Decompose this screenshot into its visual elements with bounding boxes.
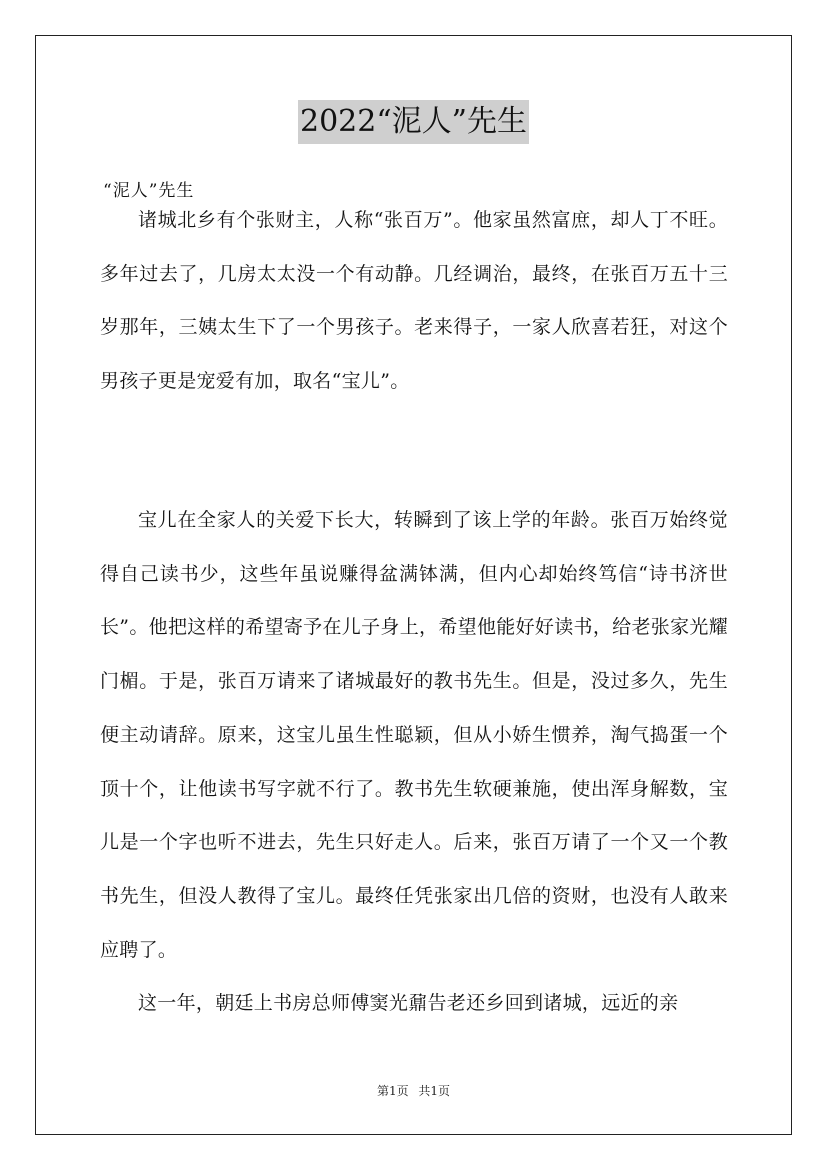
paragraph-2: 宝儿在全家人的关爱下长大，转瞬到了该上学的年龄。张百万始终觉得自己读书少，这些年虽说赚得盆满钵满，但内心却始终笃信“诗书济世长”。他把这样的希望寄予在儿子身上，希望他能好好读书，给老张家光耀门楣。于是，张百万请来了诸城最好的教书先生。但是，没过多久，先生便主动请辞。原来，这宝儿虽生性聪颖，但从小娇生惯养，淘气捣蛋一个顶十个，让他读书写字就不行了。教书先生软硬兼施，使出浑身解数，宝儿是一个字也听不进去，先生只好走人。后来，张百万请了一个又一个教书先生，但没人教得了宝儿。最终任凭张家出几倍的资财，也没有人敢来应聘了。 [100,509,728,961]
page-total: 共1页 [418,1084,451,1098]
paragraph-1: 诸城北乡有个张财主，人称“张百万”。他家虽然富庶，却人丁不旺。多年过去了，几房太太没一个有动静。几经调治，最终，在张百万五十三岁那年，三姨太生下了一个男孩子。老来得子，一家人欣喜若狂，对这个男孩子更是宠爱有加，取名“宝儿”。 [100,209,728,393]
title-container [0,100,827,144]
document-subtitle: “泥人”先生 [103,181,195,201]
page-footer [0,1082,827,1100]
paragraph-3: 这一年，朝廷上书房总师傅窦光鼐告老还乡回到诸城，远近的亲 [138,992,679,1014]
page-number: 第1页 [376,1084,409,1098]
document-title: 2022“泥人”先生 [298,100,529,144]
